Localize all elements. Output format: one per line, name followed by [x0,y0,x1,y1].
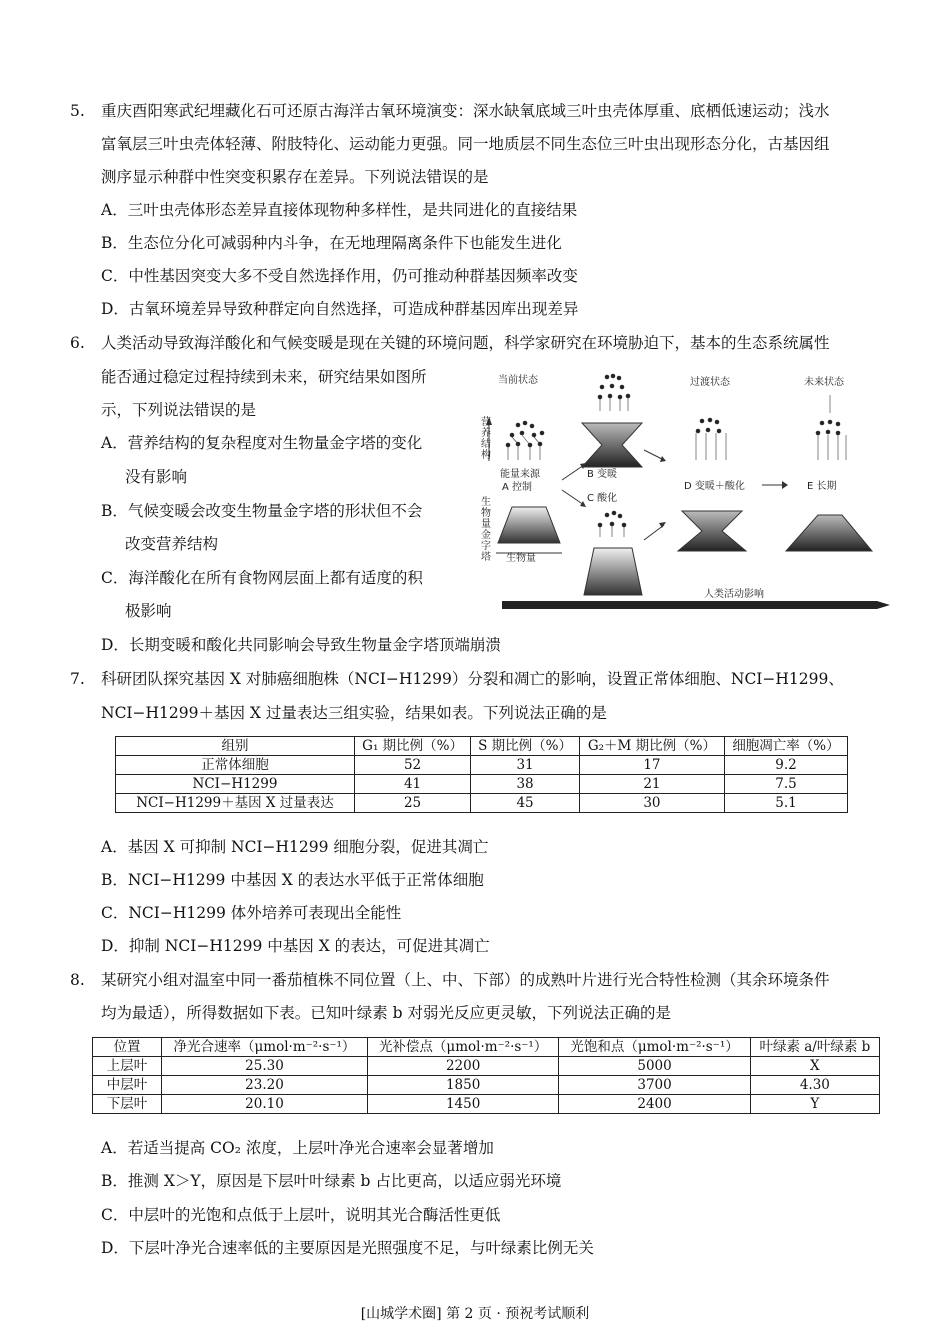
q6-option-a-cont: 没有影响 [125,468,188,486]
q8-number: 8. [70,971,85,989]
pyramid-current [498,507,560,543]
table-row: 上层叶 25.30 2200 5000 X [93,1057,880,1076]
table-header: G₁ 期比例（%） [355,737,471,756]
q7-table [115,736,848,813]
foodweb-d [696,418,726,460]
foodweb-current [506,421,544,460]
q6-stem-line: 能否通过稳定过程持续到未来，研究结果如图所 [101,368,427,386]
q5-stem-line: 重庆酉阳寒武纪埋藏化石可还原古海洋古氧环境演变：深水缺氧底域三叶虫壳体厚重、底栖低速运动；浅水 [101,102,830,120]
table-header: 细胞凋亡率（%） [724,737,847,756]
q8-option-b: B．推测 X＞Y，原因是下层叶叶绿素 b 占比更高，以适应弱光环境 [101,1172,562,1190]
svg-text:生: 生 [481,497,491,508]
foodweb-c [598,511,626,537]
y-axis-biomass [481,495,491,563]
q6-option-a: A．营养结构的复杂程度对生物量金字塔的变化 [101,434,423,452]
q6-option-c-cont: 极影响 [125,602,172,620]
svg-text:营: 营 [481,417,491,428]
table-header-row [93,1038,880,1057]
table-row: 正常体细胞 52 31 17 9.2 [116,756,848,775]
table-header: 光补偿点（μmol·m⁻²·s⁻¹） [367,1038,558,1057]
q6-option-d: D．长期变暖和酸化共同影响会导致生物量金字塔顶端崩溃 [101,636,501,654]
foodweb-b [598,374,630,411]
q6-option-b: B．气候变暖会改变生物量金字塔的形状但不会 [101,502,423,520]
table-row: 中层叶 23.20 1850 3700 4.30 [93,1076,880,1095]
q7-number: 7. [70,670,85,688]
y-axis-trophic [481,415,492,461]
label-energy: 能量来源 [500,469,540,480]
table-header: 净光合速率（μmol·m⁻²·s⁻¹） [162,1038,368,1057]
q6-option-c: C．海洋酸化在所有食物网层面上都有适度的积 [101,569,423,587]
label-warm-acid-d: D 变暖＋酸化 [684,481,745,492]
table-header: 叶绿素 a/叶绿素 b [750,1038,879,1057]
q5-option-c: C．中性基因突变大多不受自然选择作用，仍可推动种群基因频率改变 [101,267,578,285]
q8-table [92,1037,880,1114]
label-future: 未来状态 [804,377,844,388]
q7-option-d: D．抑制 NCI−H1299 中基因 X 的表达，可促进其凋亡 [101,937,490,955]
label-transition: 过渡状态 [690,377,730,388]
q8-option-a: A．若适当提高 CO₂ 浓度，上层叶净光合速率会显著增加 [101,1139,494,1157]
table-header: S 期比例（%） [471,737,580,756]
svg-text:构: 构 [481,450,491,461]
svg-text:物: 物 [481,508,491,519]
label-human-impact: 人类活动影响 [704,589,764,600]
q5-option-b: B．生态位分化可减弱种内斗争，在无地理隔离条件下也能发生进化 [101,234,562,252]
q7-stem-line: NCI−H1299＋基因 X 过量表达三组实验，结果如表。下列说法正确的是 [101,704,607,722]
table-header: G₂＋M 期比例（%） [579,737,724,756]
q5-option-a: A．三叶虫壳体形态差异直接体现物种多样性，是共同进化的直接结果 [101,201,578,219]
q7-option-c: C．NCI−H1299 体外培养可表现出全能性 [101,904,402,922]
label-long-term-e: E 长期 [807,481,837,492]
ecosystem-figure [472,365,892,620]
svg-text:塔: 塔 [481,552,491,563]
q5-number: 5. [70,102,85,120]
svg-text:养: 养 [481,428,491,439]
svg-text:金: 金 [481,530,491,541]
q8-option-d: D．下层叶净光合速率低的主要原因是光照强度不足，与叶绿素比例无关 [101,1239,594,1257]
q6-stem-line: 示，下列说法错误的是 [101,401,257,419]
q8-stem-line: 某研究小组对温室中同一番茄植株不同位置（上、中、下部）的成熟叶片进行光合特性检测（其余环境条件 [101,971,830,989]
label-warming-b: B 变暖 [587,469,618,480]
label-acid-c: C 酸化 [587,493,618,504]
q8-option-c: C．中层叶的光饱和点低于上层叶，说明其光合酶活性更低 [101,1206,501,1224]
human-impact-arrow [502,601,890,609]
table-header-row [116,737,848,756]
svg-text:字: 字 [481,541,491,552]
table-header: 光饱和点（μmol·m⁻²·s⁻¹） [559,1038,750,1057]
table-header: 组别 [116,737,355,756]
label-control-a: A 控制 [502,482,533,493]
q6-option-b-cont: 改变营养结构 [125,535,219,553]
q6-stem-line: 人类活动导致海洋酸化和气候变暖是现在关键的环境问题，科学家研究在环境胁迫下，基本的生态系统属性 [101,334,830,352]
q7-option-b: B．NCI−H1299 中基因 X 的表达水平低于正常体细胞 [101,871,484,889]
table-row: NCI−H1299＋基因 X 过量表达 25 45 30 5.1 [116,794,848,813]
pyramid-d [678,511,746,551]
q8-stem-line: 均为最适），所得数据如下表。已知叶绿素 b 对弱光反应更灵敏，下列说法正确的是 [101,1004,672,1022]
pyramid-c [584,548,642,595]
table-header: 位置 [93,1038,162,1057]
pyramid-e [786,515,872,551]
q6-number: 6. [70,334,85,352]
q5-stem-line: 测序显示种群中性突变积累存在差异。下列说法错误的是 [101,168,489,186]
foodweb-e [816,395,846,460]
svg-text:结: 结 [481,439,491,450]
q7-stem-line: 科研团队探究基因 X 对肺癌细胞株（NCI−H1299）分裂和凋亡的影响，设置正常体细胞、NCI−H1299、 [101,670,844,688]
label-current: 当前状态 [498,375,538,386]
table-row: NCI−H1299 41 38 21 7.5 [116,775,848,794]
q7-option-a: A．基因 X 可抑制 NCI−H1299 细胞分裂，促进其凋亡 [101,838,489,856]
q5-option-d: D．古氧环境差异导致种群定向自然选择，可造成种群基因库出现差异 [101,300,579,318]
svg-text:量: 量 [481,519,491,530]
table-row: 下层叶 20.10 1450 2400 Y [93,1095,880,1114]
page-footer: [山城学术圈] 第 2 页 · 预祝考试顺利 [360,1306,590,1322]
q5-stem-line: 富氧层三叶虫壳体轻薄、附肢特化、运动能力更强。同一地质层不同生态位三叶虫出现形态分化，古基因组 [101,135,830,153]
pyramid-b [582,423,642,467]
label-biomass: 生物量 [506,553,536,564]
